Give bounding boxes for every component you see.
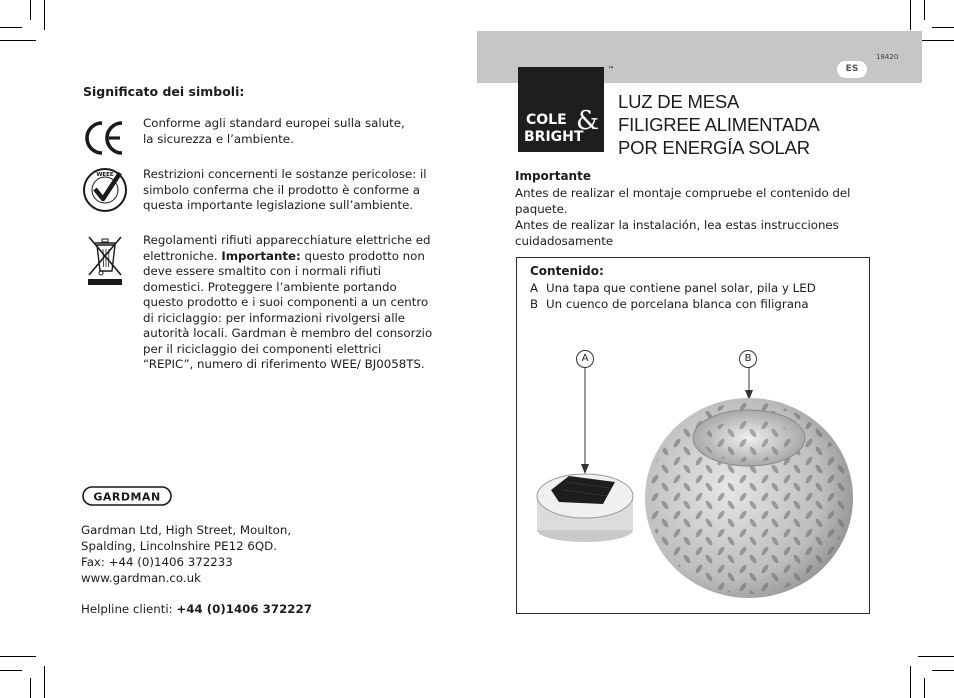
svg-text:GARDMAN: GARDMAN <box>93 490 161 504</box>
symbols-heading: Significato dei simboli: <box>83 84 245 99</box>
ce-mark-icon <box>82 115 128 161</box>
company-address: Gardman Ltd, High Street, Moulton, Spalding, Lincolnshire PE12 6QD. Fax: +44 (0)1406 372233 www.gardman.co.uk <box>81 523 292 585</box>
callout-a: A <box>576 350 594 368</box>
contents-item-b: B Un cuenco de porcelana blanca con filigrana <box>530 297 809 311</box>
crop-mark <box>910 0 911 30</box>
crop-mark <box>924 0 925 20</box>
rohs-compliant-icon <box>82 167 128 213</box>
contents-heading: Contenido: <box>530 264 604 278</box>
helpline-number: +44 (0)1406 372227 <box>176 602 312 616</box>
crop-mark <box>918 40 954 41</box>
svg-text:&: & <box>576 106 600 136</box>
crop-mark <box>0 27 22 28</box>
symbol-weee-text: Regolamenti rifiuti apparecchiature elettriche ed elettroniche. Importante: questo prodotto non deve essere smaltito con i normali rifiuti domestici. Proteggere l’ambiente portando questo prodotto e i suoi componenti a un centro di riciclaggio: per informazioni rivolgersi alle autorità locali. Gardman è membro del consorzio per il riciclaggio dei componenti elettrici “REPIC”, numero di riferimento WEE/ BJ0058TS. <box>143 233 433 371</box>
website-link[interactable]: www.gardman.co.uk <box>81 571 201 585</box>
crop-mark <box>0 656 36 657</box>
crop-mark <box>0 670 22 671</box>
crop-mark <box>30 678 31 698</box>
weee-crossed-bin-icon <box>82 233 128 287</box>
cole-bright-logo <box>518 67 604 152</box>
language-badge: ES <box>837 61 867 78</box>
product-code: 18420 <box>876 53 899 61</box>
crop-mark <box>932 670 954 671</box>
rohs-badge-text: WEEE <box>96 172 114 178</box>
contents-item-a: A Una tapa que contiene panel solar, pila y LED <box>530 281 816 295</box>
crop-mark <box>44 0 45 30</box>
symbol-rohs-text: Restrizioni concernenti le sostanze pericolose: il simbolo conferma che il prodotto è conforme a questa importante legislazione sull’ambiente. <box>143 167 427 212</box>
callout-b: B <box>739 350 757 368</box>
crop-mark <box>44 666 45 698</box>
symbol-ce-text: Conforme agli standard europei sulla salute, la sicurezza e l’ambiente. <box>143 116 405 146</box>
trademark: ™ <box>608 66 614 73</box>
svg-text:BRIGHT: BRIGHT <box>524 129 584 145</box>
contents-box <box>516 257 870 614</box>
crop-mark <box>924 678 925 698</box>
product-title: LUZ DE MESA FILIGREE ALIMENTADA POR ENERGÍA SOLAR <box>618 91 820 158</box>
crop-mark <box>932 27 954 28</box>
crop-mark <box>918 656 954 657</box>
crop-mark <box>30 0 31 20</box>
important-text: Antes de realizar el montaje compruebe el contenido del paquete. Antes de realizar la instalación, lea estas instrucciones cuidadosamente <box>515 186 851 248</box>
crop-mark <box>910 666 911 698</box>
gardman-logo <box>82 486 172 506</box>
svg-text:COLE: COLE <box>526 112 567 128</box>
important-heading: Importante <box>515 169 591 183</box>
helpline: Helpline clienti: +44 (0)1406 372227 <box>81 602 312 616</box>
crop-mark <box>0 40 36 41</box>
